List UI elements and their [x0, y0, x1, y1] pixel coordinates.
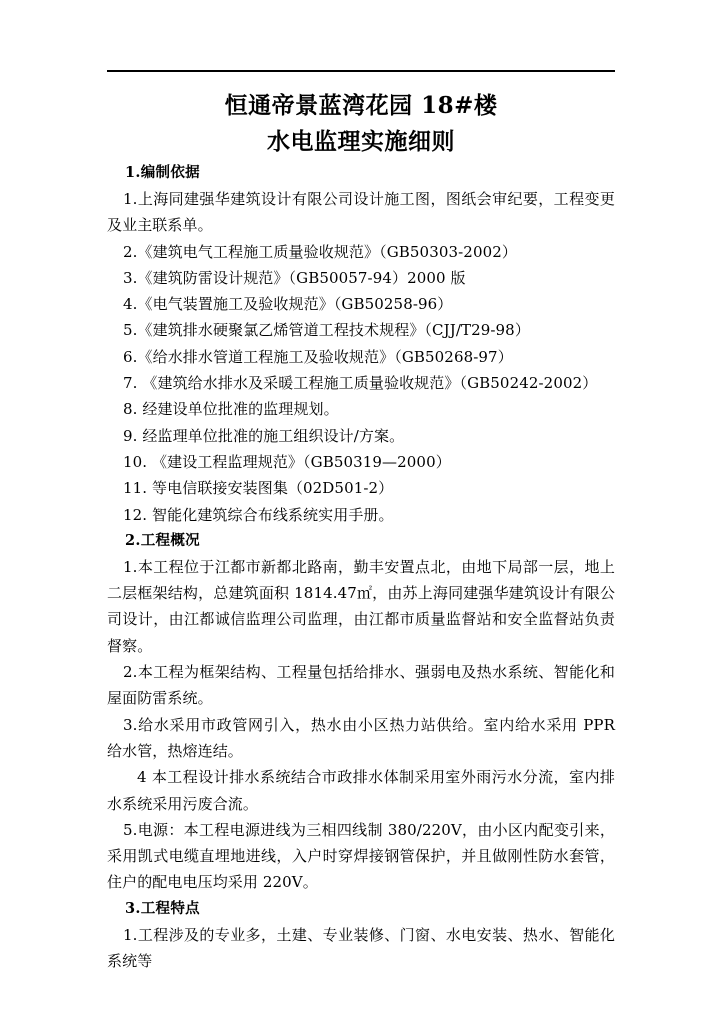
section-1-item-12: 12. 智能化建筑综合布线系统实用手册。 [123, 505, 394, 524]
section-1-item-8: 8. 经建设单位批准的监理规划。 [123, 400, 339, 419]
header-divider-rule [107, 70, 615, 72]
section-1-item-1: 1.上海同建强华建筑设计有限公司设计施工图，图纸会审纪要，工程变更及业主联系单。 [107, 190, 615, 235]
section-heading-3: 3.工程特点 [125, 899, 200, 917]
section-heading-1: 1.编制依据 [125, 164, 200, 181]
section-1-item-2: 2.《建筑电气工程施工质量验收规范》（GB50303-2002） [123, 242, 517, 261]
section-1-item-5: 5.《建筑排水硬聚氯乙烯管道工程技术规程》（CJJ/T29-98） [123, 321, 530, 340]
section-1-item-3: 3.《建筑防雷设计规范》（GB50057-94）2000 版 [123, 268, 466, 287]
page-title [107, 88, 615, 160]
section-1-item-7: 7. 《建筑给水排水及采暖工程施工质量验收规范》（GB50242-2002） [123, 374, 598, 393]
section-heading-2: 2.工程概况 [125, 531, 200, 549]
section-2-item-4: 4 本工程设计排水系统结合市政排水体制采用室外雨污水分流，室内排水系统采用污废合流。 [107, 768, 615, 813]
section-1-item-9: 9. 经监理单位批准的施工组织设计/方案。 [123, 426, 405, 445]
page-title-line-2: 水电监理实施细则 [267, 128, 455, 155]
section-3-item-1: 1.工程涉及的专业多，土建、专业装修、门窗、水电安装、热水、智能化系统等 [107, 925, 615, 971]
section-2-item-5: 5.电源：本工程电源进线为三相四线制 380/220V，由小区内配变引来，采用凯式电缆直埋地进线，入户时穿焊接钢管保护，并且做刚性防水套管，住户的配电电压均采用 220V。 [107, 820, 615, 892]
section-2-item-3: 3.给水采用市政管网引入，热水由小区热力站供给。室内给水采用 PPR 给水管，热熔连结。 [107, 715, 620, 760]
document-body [107, 88, 620, 974]
page-title-line-1: 恒通帝景蓝湾花园 18#楼 [224, 92, 498, 119]
section-1-item-4: 4.《电气装置施工及验收规范》（GB50258-96） [123, 295, 453, 314]
section-1-item-11: 11. 等电信联接安装图集（02D501-2） [123, 479, 394, 498]
section-1-item-10: 10. 《建设工程监理规范》（GB50319—2000） [123, 452, 451, 471]
section-1-item-6: 6.《给水排水管道工程施工及验收规范》（GB50268-97） [123, 347, 513, 366]
section-2-item-1: 1.本工程位于江都市新都北路南，勤丰安置点北，由地下局部一层，地上二层框架结构，总建筑面积 1814.47㎡，由苏上海同建强华建筑设计有限公司设计，由江都诚信监理公司监理，由江都市质量监督站和安全监督站负责督察。 [107, 557, 615, 655]
section-2-item-2: 2.本工程为框架结构、工程量包括给排水、强弱电及热水系统、智能化和屋面防雷系统。 [107, 663, 615, 708]
